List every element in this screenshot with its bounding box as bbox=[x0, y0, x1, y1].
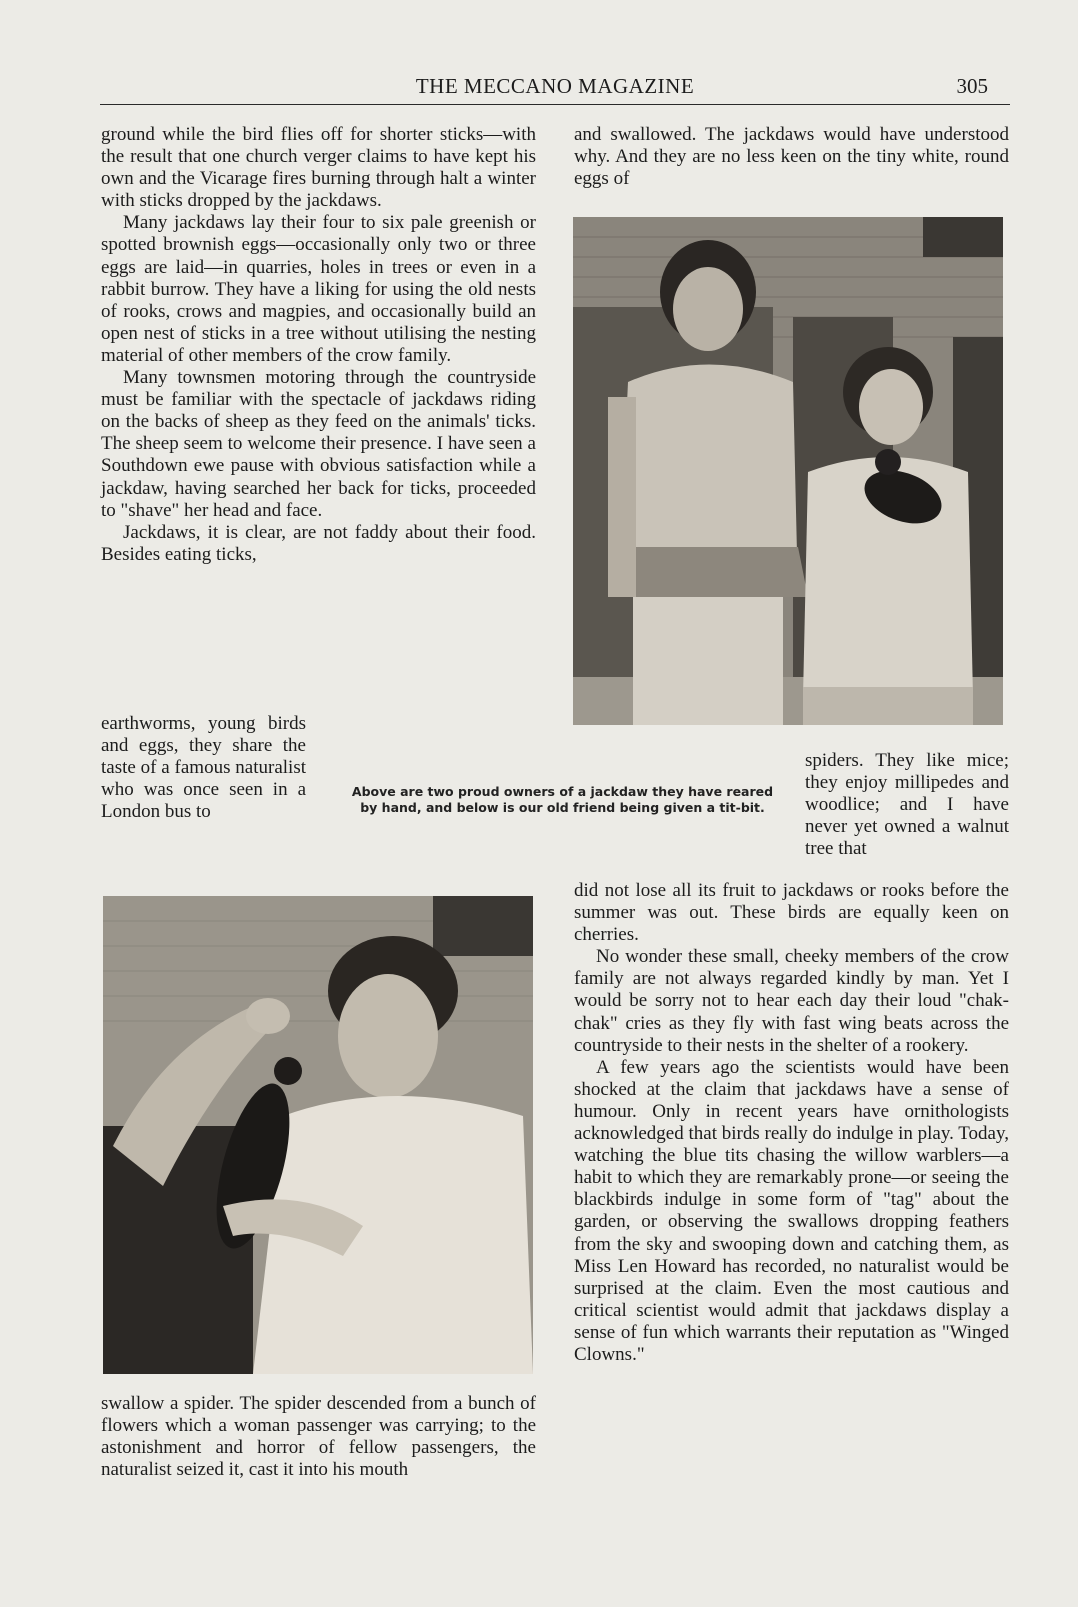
right-narrow-text bbox=[805, 750, 1009, 860]
magazine-title: THE MECCANO MAGAZINE bbox=[415, 74, 695, 98]
paragraph: swallow a spider. The spider descended from a bunch of flowers which a woman passenger was carrying; to the astonishment and horror of fellow passengers, the naturalist seized it, cast it into his mouth bbox=[101, 1393, 536, 1481]
page-header bbox=[100, 74, 1010, 105]
left-narrow-text bbox=[101, 713, 306, 823]
left-column-bottom-text bbox=[101, 1393, 536, 1481]
paragraph: did not lose all its fruit to jackdaws or rooks before the summer was out. These birds are equally keen on cherries. bbox=[574, 880, 1009, 946]
page-number: 305 bbox=[956, 74, 988, 98]
photo-caption: Above are two proud owners of a jackdaw they have reared by hand, and below is our old friend being given a tit-bit. bbox=[351, 784, 774, 815]
photo-girls-with-jackdaw bbox=[573, 217, 1003, 725]
paragraph: Many jackdaws lay their four to six pale greenish or spotted brownish eggs—occasionally only two or three eggs are laid—in quarries, holes in trees or even in a rabbit burrow. They have a liking for using the old nests of rooks, crows and magpies, and occasionally build an open nest of sticks in a tree without utilising the nesting material of other members of the crow family. bbox=[101, 212, 536, 366]
left-column-top-text bbox=[101, 124, 536, 566]
right-column-bottom-text bbox=[574, 880, 1009, 1366]
right-column-top-text bbox=[574, 124, 1009, 190]
paragraph: Jackdaws, it is clear, are not faddy about their food. Besides eating ticks, bbox=[101, 521, 536, 565]
paragraph: ground while the bird flies off for shorter sticks—with the result that one church verger claims to have kept his own and the Vicarage fires burning through halt a winter with sticks dropped by the jackdaws. bbox=[101, 124, 536, 212]
paragraph: earthworms, young birds and eggs, they share the taste of a famous naturalist who was once seen in a London bus to bbox=[101, 713, 306, 823]
paragraph: Many townsmen motoring through the countryside must be familiar with the spectacle of jackdaws riding on the backs of sheep as they feed on the animals' ticks. The sheep seem to welcome their presence. I have seen a Southdown ewe pause with obvious satisfaction while a jackdaw, having searched her back for ticks, proceeded to "shave" her head and face. bbox=[101, 367, 536, 521]
paragraph: A few years ago the scientists would have been shocked at the claim that jackdaws have a sense of humour. Only in recent years have ornithologists acknowledged that birds really do indulge in play. Today, watching the blue tits chasing the willow warblers—a habit to which they are remarkably prone—or seeing the blackbirds indulge in some form of "tag" about the garden, or observing the swallows dropping feathers from the sky and swooping down and catching them, as Miss Len Howard has recorded, no naturalist would be surprised at the claim. Even the most cautious and critical scientist would admit that jackdaws display a sense of fun which warrants their reputation as "Winged Clowns." bbox=[574, 1056, 1009, 1365]
photo-woman-feeding-jackdaw bbox=[103, 896, 533, 1374]
paragraph: and swallowed. The jackdaws would have understood why. And they are no less keen on the tiny white, round eggs of bbox=[574, 124, 1009, 190]
paragraph: spiders. They like mice; they enjoy millipedes and woodlice; and I have never yet owned a walnut tree that bbox=[805, 750, 1009, 860]
paragraph: No wonder these small, cheeky members of the crow family are not always regarded kindly by man. Yet I would be sorry not to hear each day their loud "chak-chak" cries as they fly with fast wing beats across the countryside to their nests in the shelter of a rookery. bbox=[574, 946, 1009, 1056]
